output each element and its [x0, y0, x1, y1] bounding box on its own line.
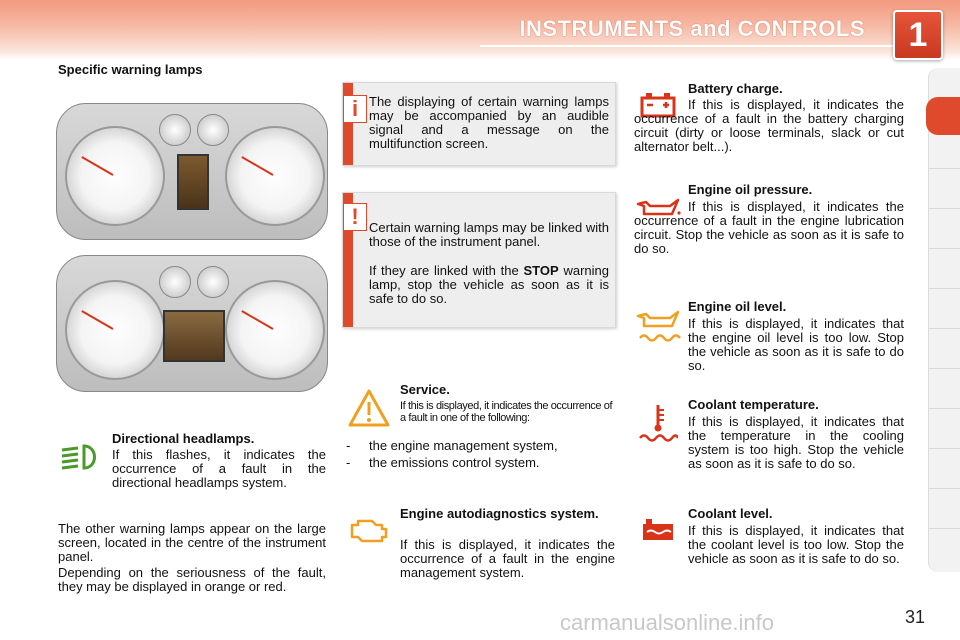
- service-warning-icon: [347, 388, 391, 428]
- service-item-2: the emissions control system.: [369, 455, 540, 470]
- coolant-level-title: Coolant level.: [688, 506, 773, 521]
- page-number: 31: [905, 607, 926, 627]
- coolant-level-text: If this is displayed, it indicates that the coolant level is too low. Stop the vehicle as soon as it is safe to do so.: [688, 523, 904, 566]
- other-lamps-text-1: The other warning lamps appear on the large screen, located in the centre of the instrument panel.: [58, 521, 326, 564]
- directional-headlamps-title: Directional headlamps.: [112, 431, 255, 446]
- directional-headlamps-text: If this flashes, it indicates the occurrence of a fault in the directional headlamps system.: [112, 447, 326, 490]
- service-text: If this is displayed, it indicates the occurrence of a fault in one of the following:: [400, 400, 613, 424]
- tab-divider: [929, 328, 960, 329]
- warning-note: [342, 192, 616, 328]
- information-note: [342, 82, 616, 166]
- section-heading: Specific warning lamps: [58, 62, 203, 77]
- fuel-gauge: [159, 266, 191, 298]
- speedometer-dial: [225, 280, 325, 380]
- instrument-panel-image-bottom: [56, 255, 328, 392]
- warning-note-text-1: Certain warning lamps may be linked with those of the instrument panel.: [369, 220, 609, 249]
- page-header: [0, 0, 960, 60]
- tab-divider: [929, 408, 960, 409]
- temperature-gauge: [197, 114, 229, 146]
- service-item-1: the engine management system,: [369, 438, 558, 453]
- stop-keyword: STOP: [523, 263, 559, 278]
- oil-pressure-title: Engine oil pressure.: [688, 182, 813, 197]
- large-display-screen: [163, 310, 225, 362]
- autodiagnostics-title: Engine autodiagnostics system.: [400, 506, 599, 521]
- rev-counter-dial: [65, 126, 165, 226]
- tab-divider: [929, 168, 960, 169]
- warning-text-end: warning lamp, stop the vehicle as soon as it is safe to do so.: [369, 263, 609, 306]
- oil-level-text: If this is displayed, it indicates that the engine oil level is too low. Stop the vehicle as soon as it is safe to do so.: [688, 316, 904, 373]
- info-note-text: The displaying of certain warning lamps may be accompanied by an audible signal and a message on the multifunction screen.: [369, 94, 609, 151]
- oil-pressure-text: If this is displayed, it indicates the occurrence of a fault in the engine lubrication circuit. Stop the vehicle as soon as it is safe to do so.: [634, 199, 904, 256]
- tab-divider: [929, 208, 960, 209]
- service-bullet: -: [346, 455, 351, 470]
- speedometer-dial: [225, 126, 325, 226]
- service-bullet: -: [346, 438, 351, 453]
- chapter-title: INSTRUMENTS and CONTROLS: [519, 16, 865, 41]
- info-icon: i: [343, 95, 367, 123]
- active-chapter-tab: [926, 97, 960, 135]
- oil-level-icon: [636, 308, 682, 342]
- tab-divider: [929, 288, 960, 289]
- warning-icon: !: [343, 203, 367, 231]
- coolant-temperature-text: [634, 415, 904, 471]
- battery-title: Battery charge.: [688, 81, 783, 96]
- tab-divider: [929, 248, 960, 249]
- header-divider: [480, 45, 900, 47]
- directional-headlamps-icon: [58, 442, 102, 472]
- instrument-panel-image-top: [56, 103, 328, 240]
- service-title: Service.: [400, 382, 450, 397]
- battery-text: If this is displayed, it indicates the occurrence of a fault in the battery charging circuit (dirty or loose terminals, slack or cut alternator belt...).: [634, 97, 904, 154]
- other-lamps-text-2: Depending on the seriousness of the fault, they may be displayed in orange or red.: [58, 565, 326, 594]
- tab-divider: [929, 528, 960, 529]
- warning-note-text-2: [369, 264, 609, 306]
- warning-text-start: If they are linked with the: [369, 263, 524, 278]
- chapter-tabs: [928, 68, 960, 572]
- coolant-temperature-title: Coolant temperature.: [688, 397, 819, 412]
- oil-level-title: Engine oil level.: [688, 299, 787, 314]
- small-display-screen: [177, 154, 209, 210]
- tab-divider: [929, 368, 960, 369]
- watermark: carmanualsonline.info: [560, 610, 775, 635]
- coolant-level-icon: [640, 514, 676, 544]
- autodiagnostics-text: If this is displayed, it indicates the occurrence of a fault in the engine management system.: [400, 537, 615, 580]
- rev-counter-dial: [65, 280, 165, 380]
- coolant-temperature-body: If this is displayed, it indicates that the temperature in the cooling system is too high. Stop the vehicle as soon as it is safe to do so.: [688, 414, 904, 471]
- tab-divider: [929, 488, 960, 489]
- temperature-gauge: [197, 266, 229, 298]
- fuel-gauge: [159, 114, 191, 146]
- tab-divider: [929, 448, 960, 449]
- engine-autodiagnostics-icon: [348, 515, 390, 545]
- chapter-number-badge: 1: [893, 10, 943, 60]
